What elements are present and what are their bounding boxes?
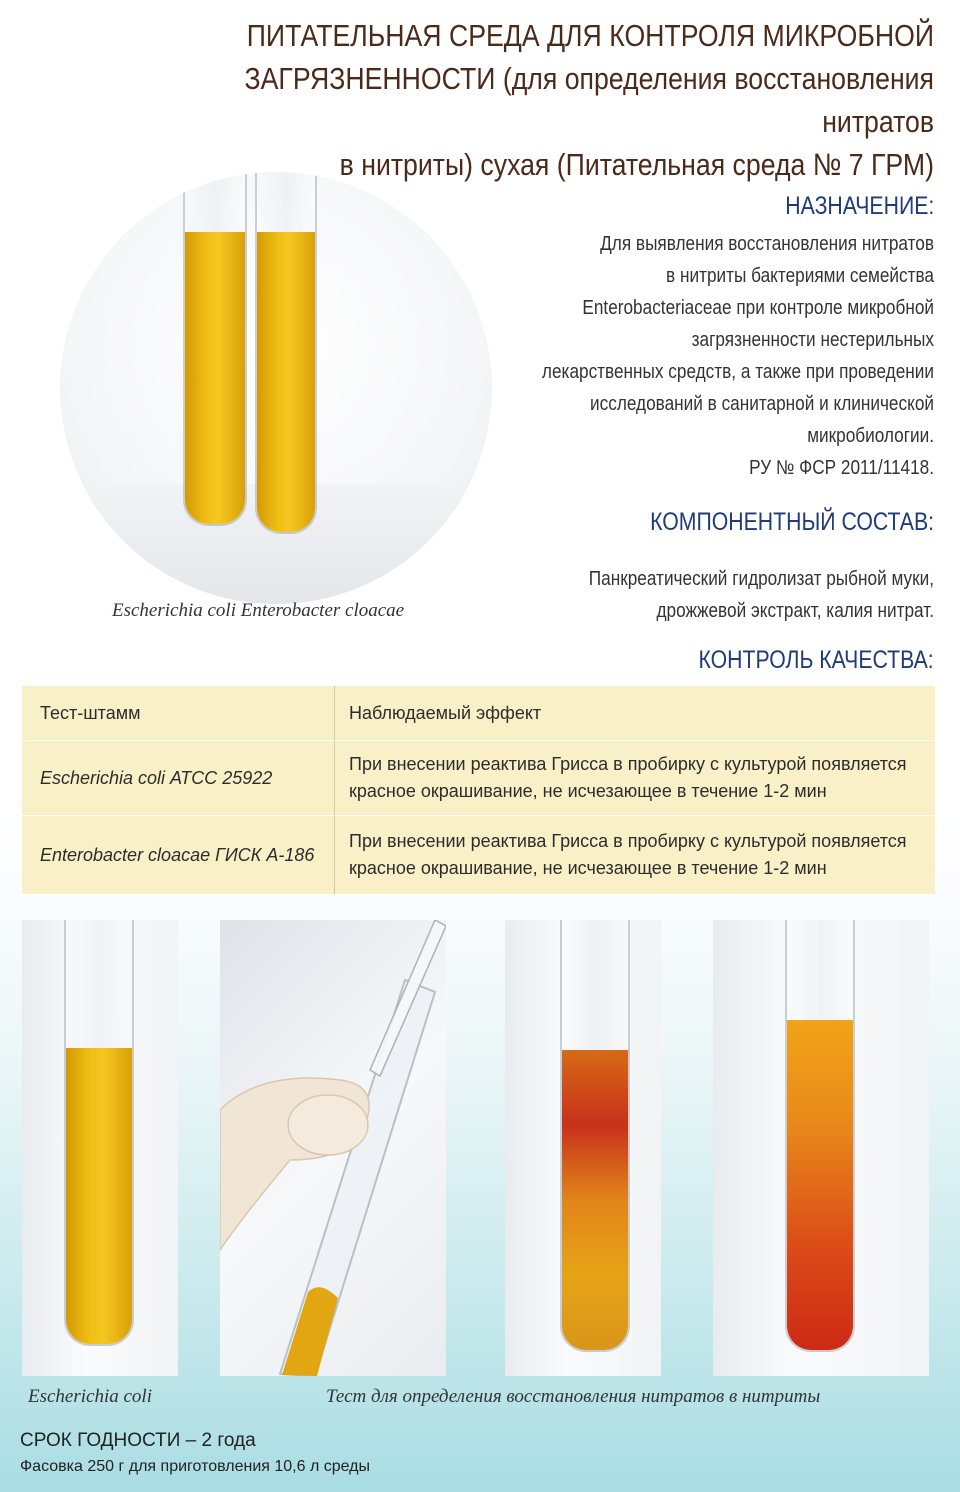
- tube-enterobacter-cloacae: [255, 172, 317, 534]
- bottom-caption-left: Escherichia coli: [28, 1386, 152, 1407]
- column-header-effect: Наблюдаемый эффект: [335, 686, 936, 741]
- title-line-3: в нитриты) сухая (Питательная среда № 7 ГРМ): [339, 147, 934, 182]
- column-header-strain: Тест-штамм: [22, 686, 335, 741]
- tube-liquid: [185, 232, 245, 524]
- photo-pipette-test: [220, 920, 446, 1376]
- table-row: [22, 741, 935, 816]
- effect-line: красное окрашивание, не исчезающее в течение 1-2 мин: [349, 781, 827, 801]
- purpose-line: микробиологии.: [807, 425, 934, 447]
- composition-line: Панкреатический гидролизат рыбной муки,: [588, 568, 934, 590]
- tube-liquid: [787, 1020, 853, 1350]
- composition-text: [401, 563, 934, 627]
- photo-red-swirl-tube: [505, 920, 661, 1376]
- title-line-1: ПИТАТЕЛЬНАЯ СРЕДА ДЛЯ КОНТРОЛЯ МИКРОБНОЙ: [246, 18, 934, 53]
- photo-red-tube: [713, 920, 929, 1376]
- effect-cell: [335, 741, 936, 816]
- tube-red: [785, 920, 855, 1352]
- tube-liquid: [257, 232, 315, 532]
- tube-yellow: [64, 920, 134, 1346]
- table-row: [22, 816, 935, 895]
- effect-line: При внесении реактива Грисса в пробирку с культурой появляется: [349, 754, 907, 774]
- tube-escherichia-coli: [183, 172, 247, 526]
- strain-cell: Enterobacter cloacae ГИСК А-186: [22, 816, 335, 895]
- photo-escherichia-coli-tube: [22, 920, 178, 1376]
- pipette-illustration: [220, 920, 446, 1376]
- table-header-row: [22, 686, 935, 741]
- composition-line: дрожжевой экстракт, калия нитрат.: [656, 600, 934, 622]
- tube-liquid: [562, 1050, 628, 1350]
- quality-control-table: [22, 686, 935, 895]
- purpose-line: лекарственных средств, а также при проведении: [541, 361, 934, 383]
- purpose-heading: НАЗНАЧЕНИЕ:: [784, 192, 934, 220]
- purpose-line: Enterobacteriaceae при контроле микробной: [582, 297, 934, 319]
- page-title: [143, 14, 934, 186]
- top-photo-caption: Escherichia coli Enterobacter cloacae: [112, 600, 405, 621]
- strain-cell: Escherichia coli АТСС 25922: [22, 741, 335, 816]
- purpose-text: [401, 228, 934, 484]
- packaging-info: Фасовка 250 г для приготовления 10,6 л среды: [20, 1458, 371, 1475]
- shelf-life: СРОК ГОДНОСТИ – 2 года: [20, 1430, 256, 1451]
- effect-line: красное окрашивание, не исчезающее в течение 1-2 мин: [349, 858, 827, 878]
- tube-red-swirl: [560, 920, 630, 1352]
- purpose-line: исследований в санитарной и клинической: [590, 393, 934, 415]
- purpose-line: в нитриты бактериями семейства: [666, 265, 934, 287]
- purpose-line: Для выявления восстановления нитратов: [600, 233, 934, 255]
- bottom-caption-right: Тест для определения восстановления нитратов в нитриты: [326, 1386, 821, 1407]
- effect-line: При внесении реактива Грисса в пробирку с культурой появляется: [349, 831, 907, 851]
- composition-heading: КОМПОНЕНТНЫЙ СОСТАВ:: [650, 508, 934, 536]
- quality-heading: КОНТРОЛЬ КАЧЕСТВА:: [698, 646, 934, 674]
- tube-liquid: [66, 1048, 132, 1344]
- registration-number: РУ № ФСР 2011/11418.: [749, 457, 934, 479]
- effect-cell: [335, 816, 936, 895]
- purpose-line: загрязненности нестерильных: [691, 329, 934, 351]
- title-line-2: ЗАГРЯЗНЕННОСТИ (для определения восстановления нитратов: [244, 61, 934, 139]
